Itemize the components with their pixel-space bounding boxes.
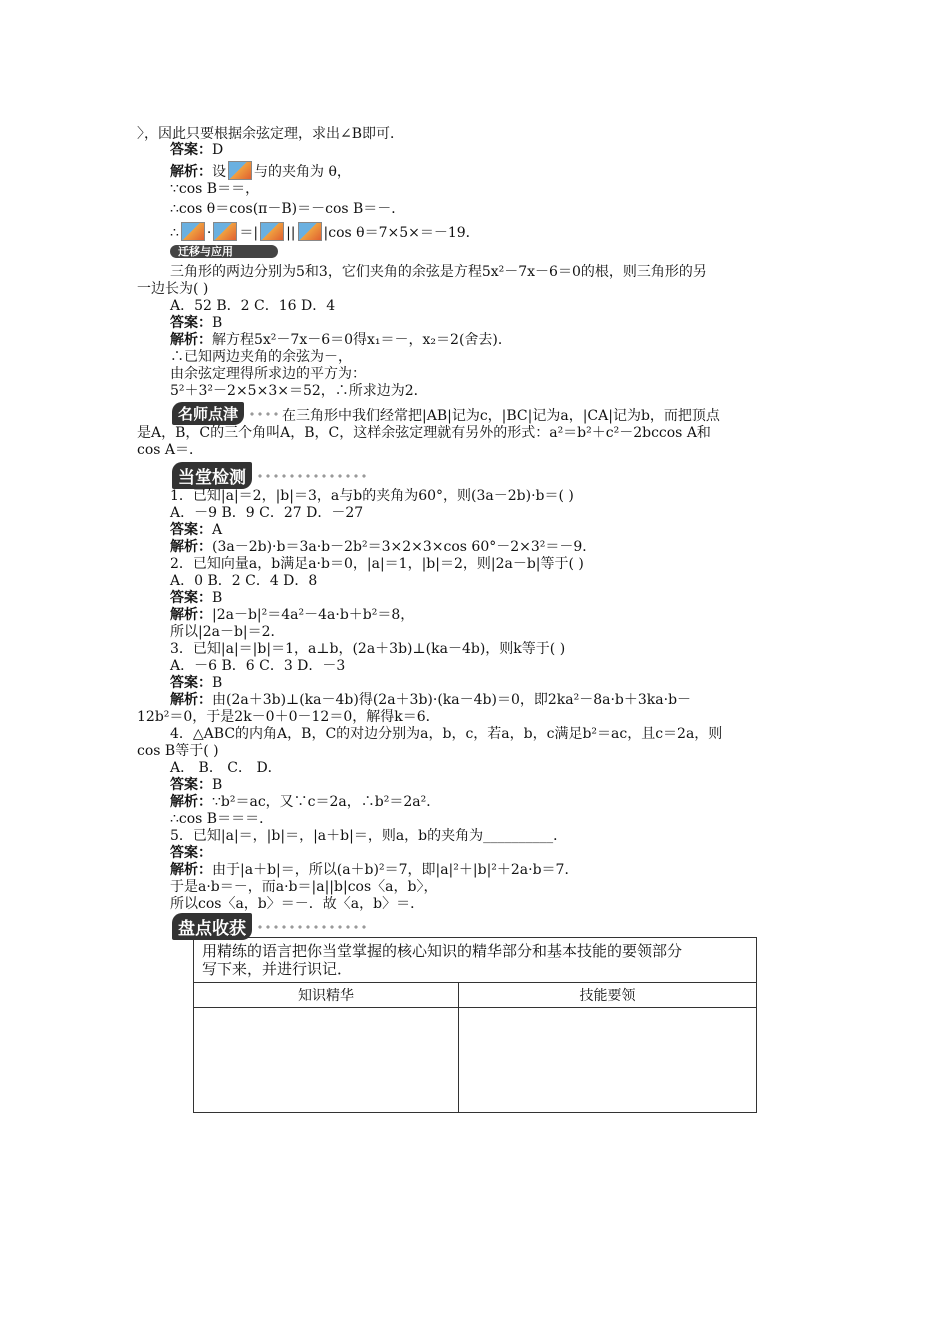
table-cell-knowledge[interactable] — [194, 1008, 459, 1113]
question-line: 5．已知|a|＝，|b|＝，|a＋b|＝，则a，b的夹角为__________． — [170, 828, 568, 844]
answer-value: D — [212, 142, 224, 158]
answer-line — [170, 845, 212, 862]
text-line: cos A＝． — [137, 442, 204, 458]
explanation-line — [170, 862, 578, 879]
table-header-skills: 技能要领 — [459, 983, 757, 1008]
table-cell-skills[interactable] — [459, 1008, 757, 1113]
dots-decoration — [248, 410, 278, 418]
text-line: 所以|2a－b|＝2． — [170, 624, 285, 640]
answer-label: 答案： — [170, 590, 212, 606]
text-fragment: 设 — [212, 164, 226, 180]
answer-value: B — [212, 315, 223, 331]
text-fragment: ＝| — [239, 225, 259, 241]
explanation-label: 解析： — [170, 539, 212, 555]
explanation-line — [170, 794, 440, 811]
text-line: 在三角形中我们经常把|AB|记为c，|BC|记为a，|CA|记为b，而把顶点 — [282, 408, 720, 424]
question-line: 2．已知向量a，b满足a·b＝0，|a|＝1，|b|＝2，则|2a－b|等于( ) — [170, 556, 584, 572]
text-fragment: 与的夹角为 θ， — [254, 164, 351, 180]
answer-label: 答案： — [170, 845, 212, 861]
explanation-line — [170, 692, 691, 709]
table-row — [194, 1008, 757, 1113]
table-row — [194, 938, 757, 983]
answer-label: 答案： — [170, 675, 212, 691]
section-title: 名师点津 — [172, 402, 244, 425]
image-placeholder — [298, 222, 322, 241]
text-line: 〉，因此只要根据余弦定理，求出∠B即可． — [137, 126, 405, 142]
text-fragment: · — [206, 225, 212, 241]
question-line: 4．△ABC的内角A，B，C的对边分别为a，b，c，若a，b，c满足b²＝ac，且c＝2a，则 — [170, 726, 723, 742]
text-line: 是A，B，C的三个角叫A，B，C，这样余弦定理就有另外的形式：a²＝b²＋c²－2bccos A和 — [137, 425, 711, 441]
table-intro-line: 用精练的语言把你当堂掌握的核心知识的精华部分和基本技能的要领部分 — [202, 942, 683, 960]
text-fragment: ∵b²＝ac，又∵c＝2a，∴b²＝2a²． — [212, 794, 441, 810]
explanation-line — [170, 332, 512, 349]
section-title: 盘点收获 — [172, 913, 252, 940]
text-fragment: (3a－2b)·b＝3a·b－2b²＝3×2×3×cos 60°－2×3²＝－9． — [212, 539, 597, 555]
image-placeholder — [228, 161, 252, 180]
text-fragment: |2a－b|²＝4a²－4a·b＋b²＝8， — [212, 607, 415, 623]
answer-value: B — [212, 675, 223, 691]
section-header — [170, 245, 278, 258]
answer-line — [170, 522, 222, 539]
text-line: ∴cos θ＝cos(π－B)＝－cos B＝－． — [170, 201, 406, 217]
text-line: ∴cos B＝＝＝． — [170, 811, 274, 827]
section-header — [172, 462, 366, 489]
answer-label: 答案： — [170, 142, 212, 158]
section-title: 当堂检测 — [172, 462, 252, 489]
text-fragment: 由(2a＋3b)⊥(ka－4b)得(2a＋3b)·(ka－4b)＝0，即2ka²－8a·b＋3ka·b－ — [212, 692, 692, 708]
explanation-label: 解析： — [170, 692, 212, 708]
explanation-label: 解析： — [170, 164, 212, 180]
answer-line — [170, 777, 222, 794]
options-line: A． B． C． D． — [170, 760, 282, 776]
section-title: 迁移与应用 — [170, 245, 278, 258]
explanation-line — [170, 161, 351, 181]
answer-value: A — [212, 522, 223, 538]
text-fragment: 由于|a＋b|＝，所以(a＋b)²＝7，即|a|²＋|b|²＋2a·b＝7． — [212, 862, 579, 878]
question-line: 1．已知|a|＝2，|b|＝3，a与b的夹角为60°，则(3a－2b)·b＝( ) — [170, 488, 574, 504]
text-line: 于是a·b＝－，而a·b＝|a||b|cos〈a，b〉， — [170, 879, 438, 895]
image-placeholder — [260, 222, 284, 241]
text-fragment: 解方程5x²－7x－6＝0得x₁＝－，x₂＝2(舍去)． — [212, 332, 512, 348]
dots-decoration — [256, 472, 366, 480]
table-row — [194, 983, 757, 1008]
text-line: cos B等于( ) — [137, 743, 219, 759]
answer-line — [170, 590, 222, 607]
options-line: A．52 B．2 C．16 D．4 — [170, 298, 336, 314]
answer-line — [170, 142, 223, 159]
explanation-label: 解析： — [170, 862, 212, 878]
text-line: 所以cos〈a，b〉＝－．故〈a，b〉＝． — [170, 896, 425, 912]
text-fragment: ∴ — [170, 225, 179, 241]
text-line — [170, 222, 480, 242]
answer-label: 答案： — [170, 522, 212, 538]
text-line: ∵cos B＝＝， — [170, 181, 260, 197]
image-placeholder — [213, 222, 237, 241]
text-line: 12b²＝0，于是2k－0＋0－12＝0，解得k＝6． — [137, 709, 440, 725]
text-line: ∴已知两边夹角的余弦为－， — [170, 349, 352, 365]
explanation-label: 解析： — [170, 794, 212, 810]
text-fragment: |cos θ＝7×5×＝－19． — [323, 225, 480, 241]
answer-label: 答案： — [170, 315, 212, 331]
image-placeholder — [181, 222, 205, 241]
dots-decoration — [256, 923, 366, 931]
section-header — [172, 402, 278, 425]
options-line: A．－9 B．9 C．27 D．－27 — [170, 505, 364, 521]
table-intro — [194, 938, 757, 983]
explanation-label: 解析： — [170, 607, 212, 623]
answer-label: 答案： — [170, 777, 212, 793]
table-intro-line: 写下来，并进行识记． — [202, 960, 353, 978]
summary-table — [193, 937, 757, 1113]
answer-value: B — [212, 777, 223, 793]
text-line: 由余弦定理得所求边的平方为： — [170, 366, 366, 382]
explanation-line — [170, 607, 414, 624]
options-line: A．－6 B．6 C．3 D．－3 — [170, 658, 346, 674]
answer-line — [170, 315, 222, 332]
explanation-line — [170, 539, 596, 556]
question-line: 3．已知|a|＝|b|＝1，a⊥b，(2a＋3b)⊥(ka－4b)，则k等于( ) — [170, 641, 566, 657]
table-header-knowledge: 知识精华 — [194, 983, 459, 1008]
text-fragment: || — [286, 225, 296, 241]
answer-value: B — [212, 590, 223, 606]
text-line: 一边长为( ) — [137, 281, 209, 297]
options-line: A．0 B．2 C．4 D．8 — [170, 573, 318, 589]
explanation-label: 解析： — [170, 332, 212, 348]
section-header — [172, 913, 366, 940]
answer-line — [170, 675, 222, 692]
text-line: 三角形的两边分别为5和3，它们夹角的余弦是方程5x²－7x－6＝0的根，则三角形的另 — [170, 264, 707, 280]
text-line: 5²＋3²－2×5×3×＝52，∴所求边为2． — [170, 383, 428, 399]
